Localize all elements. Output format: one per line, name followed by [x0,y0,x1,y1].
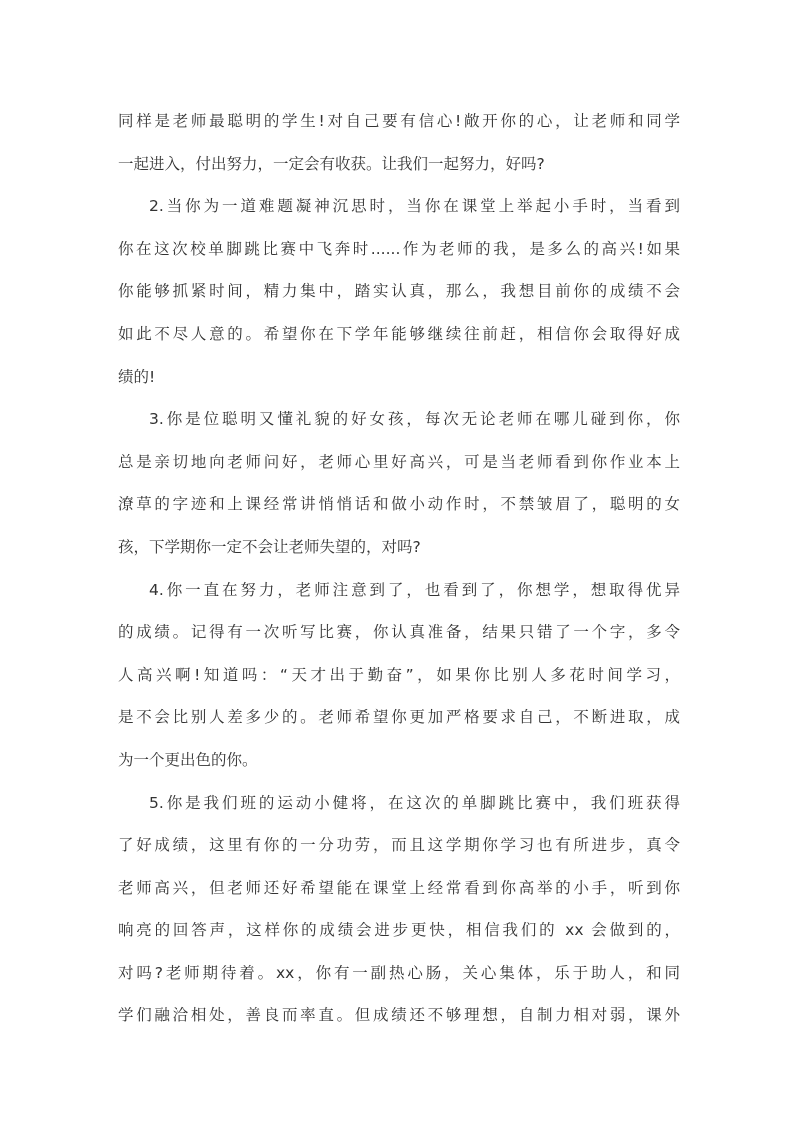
text-line: 的成绩。记得有一次听写比赛，你认真准备，结果只错了一个字，多令 [118,623,680,642]
paragraph-start-line: 4.你一直在努力，老师注意到了，也看到了，你想学，想取得优异 [149,580,680,599]
text-line: 同样是老师最聪明的学生!对自己要有信心!敞开你的心，让老师和同学 [118,112,680,130]
text-line: 绩的! [118,367,156,386]
text-line: 如此不尽人意的。希望你在下学年能够继续往前赶，相信你会取得好成 [118,324,680,343]
paragraph-start-line: 3.你是位聪明又懂礼貌的好女孩，每次无论老师在哪儿碰到你，你 [149,410,680,429]
text-line: 是不会比别人差多少的。老师希望你更加严格要求自己，不断进取，成 [118,708,680,727]
text-line: 老师高兴，但老师还好希望能在课堂上经常看到你高举的小手，听到你 [118,878,680,897]
text-line: 你能够抓紧时间，精力集中，踏实认真，那么，我想目前你的成绩不会 [118,282,680,301]
text-line: 一起进入，付出努力，一定会有收获。让我们一起努力，好吗? [118,154,545,173]
text-line: 你在这次校单脚跳比赛中飞奔时......作为老师的我，是多么的高兴!如果 [118,239,680,258]
text-line: 人高兴啊!知道吗：“天才出于勤奋”，如果你比别人多花时间学习， [118,665,680,684]
text-line: 了好成绩，这里有你的一分功劳，而且这学期你学习也有所进步，真令 [118,836,680,855]
text-line: 响亮的回答声，这样你的成绩会进步更快，相信我们的 xx 会做到的， [118,921,680,940]
paragraph-start-line: 5.你是我们班的运动小健将，在这次的单脚跳比赛中，我们班获得 [149,793,680,812]
text-line: 对吗?老师期待着。xx，你有一副热心肠，关心集体，乐于助人，和同 [118,963,680,982]
text-line: 为一个更出色的你。 [118,750,258,769]
document-body [118,100,680,1037]
text-line: 孩，下学期你一定不会让老师失望的，对吗? [118,537,421,556]
text-line: 学们融洽相处，善良而率直。但成绩还不够理想，自制力相对弱，课外 [118,1006,680,1025]
text-line: 总是亲切地向老师问好，老师心里好高兴，可是当老师看到你作业本上 [118,452,680,471]
paragraph-start-line: 2.当你为一道难题凝神沉思时，当你在课堂上举起小手时，当看到 [149,197,680,216]
text-line: 潦草的字迹和上课经常讲悄悄话和做小动作时，不禁皱眉了，聪明的女 [118,495,680,514]
